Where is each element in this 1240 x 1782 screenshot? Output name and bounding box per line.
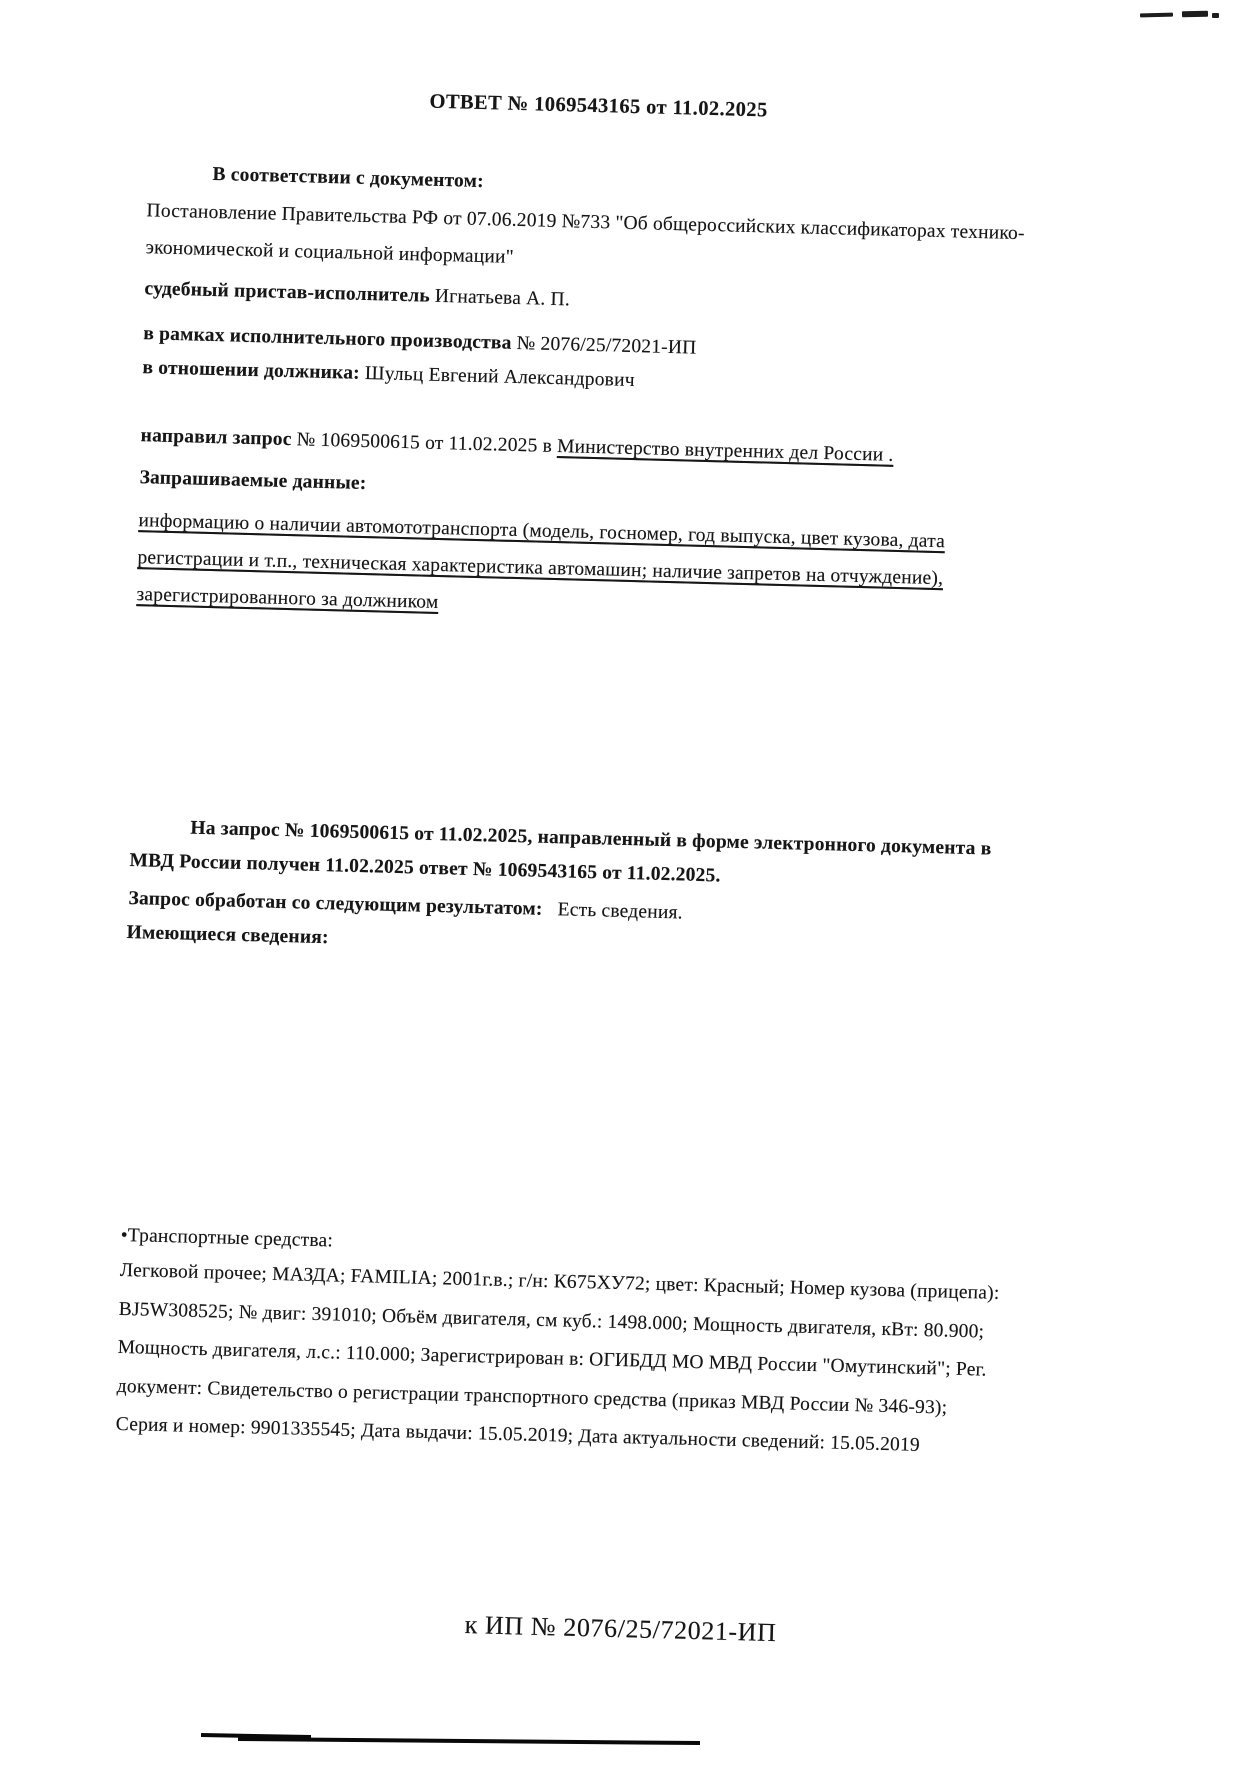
vehicles-heading: •Транспортные средства:: [120, 1224, 334, 1252]
debtor-label: в отношении должника:: [142, 357, 361, 384]
request-recipient: Министерство внутренних дел России .: [556, 436, 894, 466]
bailiff-line: [144, 271, 570, 318]
requested-data-text: информацию о наличии автомототранспорта (модель, госномер, год выпуска, цвет кузова, дата регистрации и т.п., техническая характеристика автомашин; наличие запретов на отчуждение), зарегистрированного за должником: [136, 510, 946, 613]
compliance-heading: В соответствии с документом:: [212, 163, 485, 193]
debtor-name: Шульц Евгений Александрович: [364, 362, 636, 392]
scan-smudge-top-right-2: [1182, 11, 1208, 17]
available-data-heading: Имеющиеся сведения:: [126, 921, 329, 949]
proceeding-number: № 2076/25/72021-ИП: [516, 332, 697, 359]
bailiff-label: судебный пристав-исполнитель: [144, 278, 431, 307]
result-label: Запрос обработан со следующим результатом:: [128, 887, 543, 920]
scan-smudge-top-right-1: [1140, 13, 1173, 18]
requested-data-heading: Запрашиваемые данные:: [139, 467, 367, 495]
proceeding-label: в рамках исполнительного производства: [143, 323, 512, 354]
response-paragraph: На запрос № 1069500615 от 11.02.2025, направленный в форме электронного документа в МВД России получен 11.02.2025 ответ № 1069543165 от 11.02.2025.: [129, 817, 992, 887]
bailiff-name: Игнатьева А. П.: [434, 285, 571, 311]
footer-case-reference: к ИП № 2076/25/72021-ИП: [464, 1610, 777, 1648]
request-verb: направил запрос: [140, 425, 292, 451]
result-value: Есть сведения.: [557, 899, 684, 924]
document-title: ОТВЕТ № 1069543165 от 11.02.2025: [429, 90, 768, 122]
legal-basis-text: Постановление Правительства РФ от 07.06.2019 №733 "Об общероссийских классификаторах технико-экономической и социальной информации": [145, 200, 1025, 268]
scan-smudge-top-right-3: [1212, 13, 1219, 18]
request-details: № 1069500615 от 11.02.2025 в: [296, 429, 553, 457]
vehicle-details-text: Легковой прочее; МАЗДА; FAMILIA; 2001г.в.; г/н: К675ХУ72; цвет: Красный; Номер кузова (прицепа): BJ5W308525; № двиг: 391010; Объём двигателя, см куб.: 1498.000; Мощность двигателя, кВт: 80.900; Мощность двигателя, л.с.: 110.000; Зарегистрирован в: ОГИБДД МО МВД России "Омутинский"; Рег. документ: Свидетельство о регистрации транспортного средства (приказ МВД России № 346-93); Серия и номер: 9901335545; Дата выдачи: 15.05.2019; Дата актуальности сведений: 15.05.2019: [115, 1259, 1000, 1456]
